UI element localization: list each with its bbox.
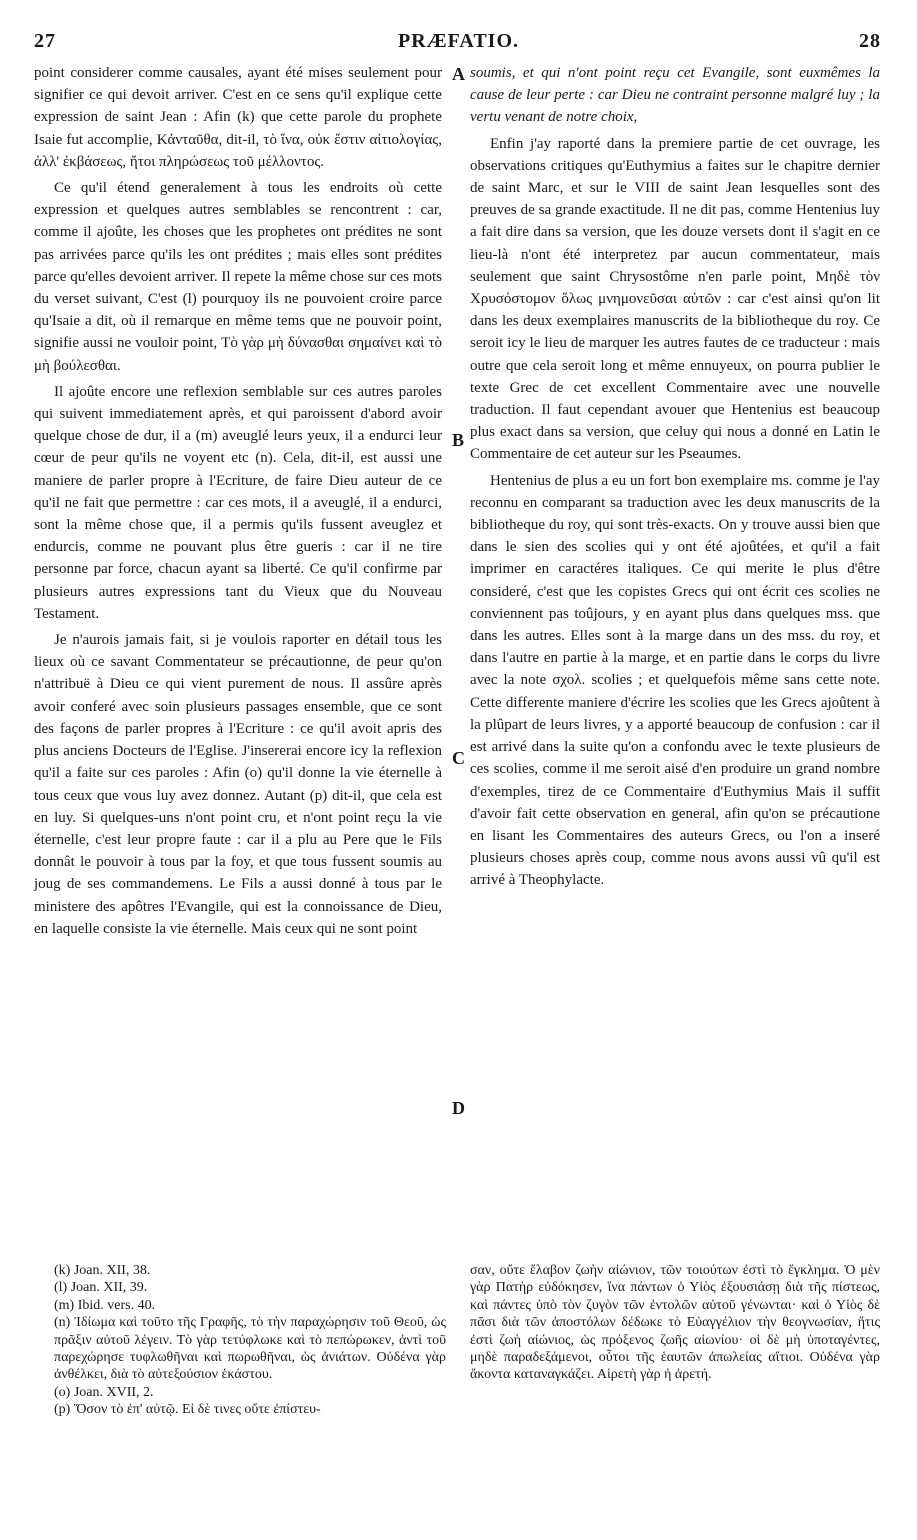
footnote: (p) Ὅσον τὸ ἐπ' αὐτῷ. Εἰ δὲ τινες οὔτε ἐπίστευ-	[54, 1402, 321, 1418]
margin-marker-c: C	[452, 748, 465, 768]
footnote-continuation: σαν, οὔτε ἔλαβον ζωὴν αἰώνιον, τῶν τοιούτων ἐστὶ τὸ ἔγκλημα. Ὁ μὲν γὰρ Πατὴρ εὐδόκησεν, ἵνα πάντων ὁ Υἱὸς ἐξουσιάσῃ διὰ τῆς πίστεως, καὶ πάντες ὑπὸ τὸν ζυγὸν τῶν ἐντολῶν αὐτοῦ γένωνται· καὶ ὁ Υἱὸς δὲ πᾶσι διὰ τῶν ἀποστόλων δέδωκε τὸ Εὐαγγέλιον τὴν θεογνωσίαν, ἥτις ἐστὶ ζωὴ αἰώνιος, ὡς πρόξενος ζωῆς αἰωνίου· οἱ δὲ μὴ ὑποταγέντες, μηδὲ παραδεξάμενοι, οὗτοι τῆς ἑαυτῶν ἀπωλείας αἴτιοι. Οὐδένα γὰρ ἄκοντα καταναγκάζει. Αἱρετὴ γὰρ ἡ ἀρετή.	[470, 1263, 880, 1383]
paragraph: soumis, et qui n'ont point reçu cet Evangile, sont euxmêmes la cause de leur perte : car Dieu ne contraint personne malgré luy ; la vertu venant de notre choix,	[470, 65, 880, 126]
paragraph: Enfin j'ay raporté dans la premiere partie de cet ouvrage, les observations critiques qu'Euthymius a faites sur le chapitre dernier de saint Marc, et sur le VIII de saint Jean lesquelles sont des preuves de sa grande exactitude. Il ne dit pas, comme Hentenius luy a fait dire dans sa version, que les douze versets dont il s'agit en ce lieu-là n'ont été interpretez par aucun commentateur, mais seulement que saint Chrysostôme n'en parle point, Μηδὲ τὸν Χρυσόστομον ὅλως μνημονεῦσαι αὐτῶν : car c'est ainsi qu'on lit dans les deux exemplaires manuscrits de la bibliotheque du roy. Ce seroit icy le lieu de marquer les autres fautes de ce traducteur : mais outre que cela seroit long et même ennuyeux, on pourra publier le texte Grec de cet excellent Commentaire avec une nouvelle traduction. Il faut cependant avouer que Hentenius est beaucoup plus exact dans sa version, que celuy qui nous a donné en Latin le Commentaire de cet auteur sur les Pseaumes.	[470, 135, 880, 463]
page-number-right: 28	[859, 30, 881, 52]
footnotes-left	[54, 1262, 446, 1419]
paragraph: Je n'aurois jamais fait, si je voulois raporter en détail tous les lieux où ce savant Commentateur se précautionne, de peur qu'on n'attribuë à Dieu ce qui vient purement de nous. Il assûre après avoir conferé avec soin plusieurs passages ensemble, que ce sont des façons de parler propres à l'Ecriture : ce qu'il avoit apris des plus anciens Docteurs de l'Eglise. J'insererai encore icy la reflexion qu'il a faite sur ces paroles : Afin (o) qu'il donne la vie éternelle à tous ceux que vous luy avez donnez. Autant (p) dit-il, que cela est en luy. Si quelques-uns n'ont point cru, et n'ont point reçu la vie éternelle, c'est leur propre faute : car il a plu au Pere que le Fils donnât le pouvoir à tous par la foy, et que tous fussent soumis au joug de ses commandemens. Le Fils a aussi donné à tous par le ministere des apôtres l'Evangile, qui est la connoissance de Dieu, en laquelle consiste la vie éternelle. Mais ceux qui ne sont point	[34, 632, 442, 937]
footnote: (n) Ἰδίωμα καὶ τοῦτο τῆς Γραφῆς, τὸ τὴν παραχώρησιν τοῦ Θεοῦ, ὡς πρᾶξιν αὐτοῦ λέγειν. Τὸ γὰρ τετύφλωκε καὶ τὸ πεπώρωκεν, ἀντὶ τοῦ παρεχώρησε τυφλωθῆναι καὶ πωρωθῆναι, ὡς ἀνιάτων. Οὐδένα γὰρ ἀνθέλκει, διὰ τὸ αὐτεξούσιον ἑκάστου.	[54, 1315, 446, 1383]
footnotes-right	[470, 1262, 880, 1384]
paragraph: Ce qu'il étend generalement à tous les endroits où cette expression et quelques autres semblables se rencontrent : car, comme il ajoûte, les choses que les prophetes ont prédites ne sont pas arrivées parce qu'ils les ont prédites ; mais elles sont prédites parce qu'elles devoient arriver. Il repete la même chose sur ces mots du verset suivant, C'est (l) pourquoy ils ne pouvoient croire parce qu'Isaie a dit, où il remarque en même tems que ne pouvoir point, signifie aussi ne vouloir point, Τὸ γὰρ μὴ δύνασθαι σημαίνει καὶ τὸ μὴ βούλεσθαι.	[34, 180, 442, 374]
left-text-column	[34, 62, 442, 940]
margin-marker-d: D	[452, 1098, 465, 1118]
paragraph: point considerer comme causales, ayant été mises seulement pour signifier ce qui devoit arriver. C'est en ce sens qu'il explique cette expression de saint Jean : Afin (k) que cette parole du prophete Isaie fut accomplie, Κἀνταῦθα, dit-il, τὸ ἵνα, οὐκ ἔστιν αἰτιολογίας, ἀλλ' ἐκβάσεως, ἤτοι πληρώσεως τοῦ μέλλοντος.	[34, 65, 442, 170]
footnote: (k) Joan. XII, 38.	[54, 1263, 151, 1278]
paragraph: Hentenius de plus a eu un fort bon exemplaire ms. comme je l'ay reconnu en comparant sa traduction avec les deux manuscrits de la bibliotheque du roy, qui sont très-exacts. On y trouve aussi bien que dans le sien des scolies qui y ont été ajoûtées, et qu'il a fait imprimer en caractéres italiques. Ce qui merite le plus d'être consideré, c'est que les copistes Grecs qui ont écrit ces scolies ne conviennent pas toûjours, y en ayant plus dans quelques mss. que dans les autres. Elles sont à la marge dans un des mss. du roy, et dans l'autre en partie à la marge, et en partie dans le corps du livre avec la note σχολ. scolies ; et quelquefois même sans cette note. Cette differente maniere d'écrire les scolies que les Grecs ajoûtent à la plûpart de leurs livres, y a apporté beaucoup de confusion : car il est arrivé dans la suite qu'on a confondu avec le texte plusieurs de ces scolies, comme il me seroit aisé d'en produire un grand nombre d'exemples, tirez de ce Commentaire d'Euthymius Mais il suffit d'avoir fait cette observation en general, afin qu'on se précautione en lisant les Commentaires des auteurs Grecs, ou l'on a inseré plusieurs choses après coup, comme nous avons aussi vû qu'il est arrivé à Theophylacte.	[470, 472, 880, 889]
margin-marker-a: A	[452, 64, 465, 84]
running-title: PRÆFATIO.	[397, 30, 520, 52]
right-text-column	[470, 62, 880, 892]
paragraph: Il ajoûte encore une reflexion semblable sur ces autres paroles qui suivent immediatement après, et qui paroissent d'abord avoir quelque chose de dur, il a (m) aveuglé leurs yeux, il a endurci leur cœur de peur qu'ils ne voyent etc (n). Cela, dit-il, est aussi une maniere de parler propre à l'Ecriture, de faire Dieu auteur de ce qu'il ne fait que permettre : car ces mots, il a aveuglé, il a endurci, sont la même chose que, il a permis qu'ils fussent aveuglez et endurcis, comme ne pouvant plus être gueris : car il ne tire personne par force, chacun ayant sa liberté. Ce qu'il confirme par plusieurs autres expressions tant du Vieux que du Nouveau Testament.	[34, 383, 442, 622]
footnote: (l) Joan. XII, 39.	[54, 1280, 148, 1296]
page-number-left: 27	[34, 30, 56, 52]
footnote: (m) Ibid. vers. 40.	[54, 1297, 156, 1313]
margin-marker-b: B	[452, 430, 465, 450]
footnote: (o) Joan. XVII, 2.	[54, 1384, 154, 1400]
